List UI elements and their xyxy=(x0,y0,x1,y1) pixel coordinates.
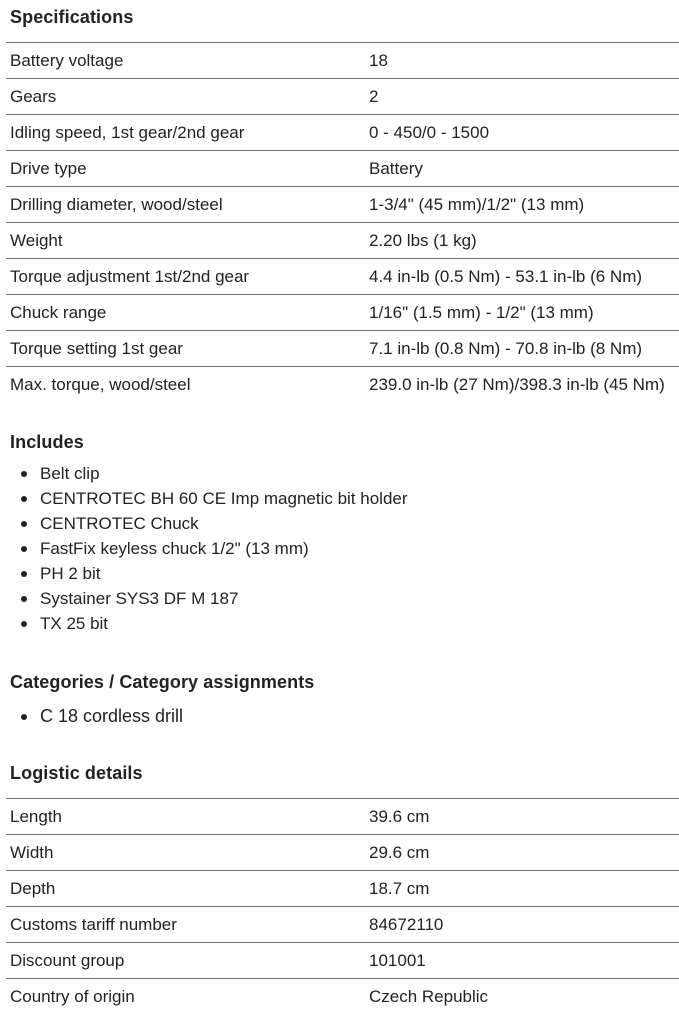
table-row xyxy=(6,871,679,907)
table-row xyxy=(6,43,679,79)
categories-heading: Categories / Category assignments xyxy=(10,672,315,692)
table-row xyxy=(6,835,679,871)
spec-value: 1-3/4" (45 mm)/1/2" (13 mm) xyxy=(369,194,585,214)
spec-value: 2 xyxy=(369,86,379,106)
spec-value: 4.4 in-lb (0.5 Nm) - 53.1 in-lb (6 Nm) xyxy=(369,266,643,286)
logistic-label: Width xyxy=(10,842,54,862)
specifications-table xyxy=(6,42,679,403)
logistic-label: Length xyxy=(10,806,62,826)
logistic-label: Depth xyxy=(10,878,56,898)
list-item xyxy=(0,611,408,636)
specifications-heading: Specifications xyxy=(10,7,134,27)
spec-value: 0 - 450/0 - 1500 xyxy=(369,122,490,142)
spec-value: 2.20 lbs (1 kg) xyxy=(369,230,477,250)
spec-value: Battery xyxy=(369,158,423,178)
list-item xyxy=(0,561,408,586)
spec-value: 1/16" (1.5 mm) - 1/2" (13 mm) xyxy=(369,302,594,322)
table-row xyxy=(6,943,679,979)
table-row xyxy=(6,367,679,403)
includes-list xyxy=(0,461,408,636)
spec-label: Drive type xyxy=(10,158,87,178)
spec-label: Gears xyxy=(10,86,57,106)
spec-label: Battery voltage xyxy=(10,50,124,70)
logistic-value: 29.6 cm xyxy=(369,842,430,862)
spec-value: 18 xyxy=(369,50,388,70)
list-item xyxy=(0,461,408,486)
spec-label: Weight xyxy=(10,230,63,250)
bullet-icon xyxy=(21,596,27,602)
bullet-icon xyxy=(21,521,27,527)
list-item-text: TX 25 bit xyxy=(40,614,109,633)
logistic-label: Customs tariff number xyxy=(10,914,177,934)
list-item-text: FastFix keyless chuck 1/2" (13 mm) xyxy=(40,539,309,558)
list-item-text: CENTROTEC Chuck xyxy=(40,514,199,533)
table-row xyxy=(6,799,679,835)
table-row xyxy=(6,115,679,151)
bullet-icon xyxy=(21,571,27,577)
list-item xyxy=(0,536,408,561)
table-row xyxy=(6,907,679,943)
category-link[interactable]: C 18 cordless drill xyxy=(40,706,184,726)
table-row xyxy=(6,295,679,331)
list-item-text: CENTROTEC BH 60 CE Imp magnetic bit holder xyxy=(40,489,408,508)
table-row xyxy=(6,979,679,1015)
logistic-value: 84672110 xyxy=(369,914,444,934)
spec-label: Chuck range xyxy=(10,302,107,322)
includes-heading: Includes xyxy=(10,432,84,452)
spec-label: Idling speed, 1st gear/2nd gear xyxy=(10,122,245,142)
bullet-icon xyxy=(21,546,27,552)
spec-value: 7.1 in-lb (0.8 Nm) - 70.8 in-lb (8 Nm) xyxy=(369,338,643,358)
list-item xyxy=(0,586,408,611)
list-item-text: Systainer SYS3 DF M 187 xyxy=(40,589,239,608)
logistics-table xyxy=(6,798,679,1015)
categories-list xyxy=(0,704,183,729)
bullet-icon xyxy=(21,471,27,477)
table-row xyxy=(6,259,679,295)
bullet-icon xyxy=(21,496,27,502)
table-row xyxy=(6,187,679,223)
spec-label: Max. torque, wood/steel xyxy=(10,374,191,394)
logistic-value: 18.7 cm xyxy=(369,878,430,898)
spec-label: Drilling diameter, wood/steel xyxy=(10,194,223,214)
logistic-value: 39.6 cm xyxy=(369,806,430,826)
logistics-heading: Logistic details xyxy=(10,763,143,783)
list-item-text: PH 2 bit xyxy=(40,564,101,583)
table-row xyxy=(6,151,679,187)
list-item xyxy=(0,511,408,536)
spec-label: Torque adjustment 1st/2nd gear xyxy=(10,266,250,286)
bullet-icon xyxy=(21,714,27,720)
logistic-label: Country of origin xyxy=(10,986,135,1006)
bullet-icon xyxy=(21,621,27,627)
spec-label: Torque setting 1st gear xyxy=(10,338,183,358)
list-item xyxy=(0,486,408,511)
table-row xyxy=(6,331,679,367)
logistic-value: Czech Republic xyxy=(369,986,489,1006)
table-row xyxy=(6,223,679,259)
logistic-label: Discount group xyxy=(10,950,125,970)
list-item-text: Belt clip xyxy=(40,464,100,483)
logistic-value: 101001 xyxy=(369,950,426,970)
table-row xyxy=(6,79,679,115)
spec-value: 239.0 in-lb (27 Nm)/398.3 in-lb (45 Nm) xyxy=(369,374,665,394)
list-item[interactable] xyxy=(0,704,183,729)
